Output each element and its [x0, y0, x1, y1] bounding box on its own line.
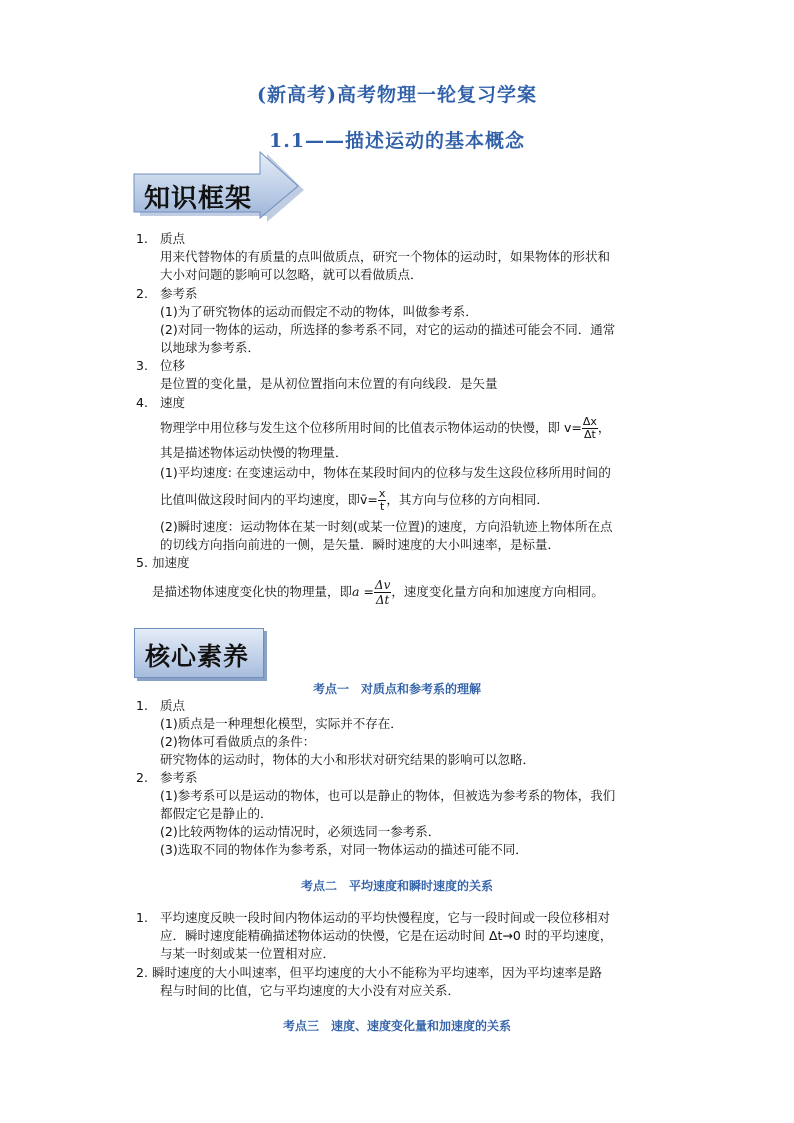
text-line: 应．瞬时速度能精确描述物体运动的快慢，它是在运动时间 Δt→0 时的平均速度， — [160, 928, 613, 943]
text-line: (2)瞬时速度：运动物体在某一时刻(或某一位置)的速度，方向沿轨迹上物体所在点 — [160, 519, 613, 534]
text-segment: 比值叫做这段时间内的平均速度，即 — [160, 492, 361, 507]
item-heading: 质点 — [160, 698, 186, 713]
formula-prefix: a = — [352, 584, 374, 599]
text-segment: 是描述物体速度变化快的物理量，即 — [152, 584, 353, 599]
core-literacy-banner — [134, 628, 264, 678]
text-line: (2)物体可看做质点的条件： — [160, 734, 316, 749]
item-heading: 速度 — [160, 395, 186, 410]
item-number: 2. — [136, 770, 148, 785]
text-line: 是位置的变化量，是从初位置指向末位置的有向线段．是矢量 — [160, 376, 498, 391]
fraction-denominator: Δt — [583, 428, 596, 441]
text-segment: ，其方向与位移的方向相同． — [386, 492, 549, 507]
item-number: 3. — [136, 358, 148, 373]
banner-label: 知识框架 — [144, 184, 253, 214]
text-line: 瞬时速度的大小叫速率，但平均速度的大小不能称为平均速率，因为平均速率是路 — [152, 965, 603, 980]
item-heading: 质点 — [160, 231, 186, 246]
text-line: (3)选取不同的物体作为参考系，对同一物体运动的描述可能不同． — [160, 842, 528, 857]
item-number: 1. — [136, 698, 148, 713]
formula-prefix: v̄= — [360, 492, 378, 507]
text-segment: 物理学中用位移与发生这个位移所用时间的比值表示物体运动的快慢，即 v= — [160, 420, 582, 435]
text-line: 程与时间的比值，它与平均速度的大小没有对应关系． — [160, 983, 461, 998]
text-line: 与某一时刻或某一位置相对应． — [160, 946, 336, 961]
section-heading: 考点三 速度、速度变化量和加速度的关系 — [282, 1019, 511, 1033]
document-title: (新高考)高考物理一轮复习学案 — [257, 84, 537, 106]
item-number: 1. — [136, 910, 148, 925]
text-segment: ，速度变化量方向和加速度方向相同。 — [391, 584, 604, 599]
text-line: 大小对问题的影响可以忽略，就可以看做质点． — [160, 267, 423, 282]
text-line: 其是描述物体运动快慢的物理量． — [160, 445, 348, 460]
text-line: (1)平均速度: 在变速运动中，物体在某段时间内的位移与发生这段位移所用时间的 — [160, 465, 611, 480]
item-heading: 参考系 — [160, 286, 198, 301]
knowledge-framework-banner — [132, 150, 307, 222]
item-number: 1. — [136, 231, 148, 246]
fraction-numerator: Δv — [374, 578, 391, 592]
item-number: 5. — [136, 555, 148, 570]
fraction-numerator: x — [378, 487, 386, 500]
text-line: (2)比较两物体的运动情况时，必须选同一参考系． — [160, 824, 441, 839]
text-line: (1)为了研究物体的运动而假定不动的物体，叫做参考系． — [160, 304, 478, 319]
velocity-fraction — [582, 416, 598, 441]
banner-label: 核心素养 — [145, 642, 250, 671]
item-number: 4. — [136, 395, 148, 410]
item-heading: 加速度 — [152, 555, 190, 570]
fraction-numerator: Δx — [582, 415, 597, 428]
formula-line — [160, 413, 610, 443]
item-number: 2. — [136, 965, 148, 980]
text-line: 平均速度反映一段时间内物体运动的平均快慢程度，它与一段时间或一段位移相对 — [160, 910, 611, 925]
item-heading: 位移 — [160, 358, 186, 373]
fraction-denominator: Δt — [375, 593, 390, 607]
fraction-denominator: t — [379, 500, 385, 513]
text-line: 用来代替物体的有质量的点叫做质点，研究一个物体的运动时，如果物体的形状和 — [160, 249, 611, 264]
text-line: 都假定它是静止的． — [160, 806, 273, 821]
text-line: 研究物体的运动时，物体的大小和形状对研究结果的影响可以忽略． — [160, 752, 536, 767]
text-line: (1)质点是一种理想化模型，实际并不存在． — [160, 716, 403, 731]
text-line: (1)参考系可以是运动的物体，也可以是静止的物体，但被选为参考系的物体，我们 — [160, 788, 616, 803]
formula-line — [152, 575, 604, 609]
item-heading: 参考系 — [160, 770, 198, 785]
formula-line — [160, 485, 549, 515]
text-line: (2)对同一物体的运动，所选择的参考系不同，对它的运动的描述可能会不同．通常 — [160, 322, 616, 337]
text-line: 的切线方向指向前进的一侧，是矢量．瞬时速度的大小叫速率，是标量． — [160, 537, 561, 552]
item-number: 2. — [136, 286, 148, 301]
section-heading: 考点二 平均速度和瞬时速度的关系 — [300, 879, 493, 893]
acceleration-fraction — [374, 578, 391, 607]
section-heading: 考点一 对质点和参考系的理解 — [312, 682, 481, 696]
text-segment: ， — [597, 420, 611, 435]
lesson-subtitle: 1.1——描述运动的基本概念 — [268, 130, 526, 152]
text-line: 以地球为参考系． — [160, 340, 261, 355]
